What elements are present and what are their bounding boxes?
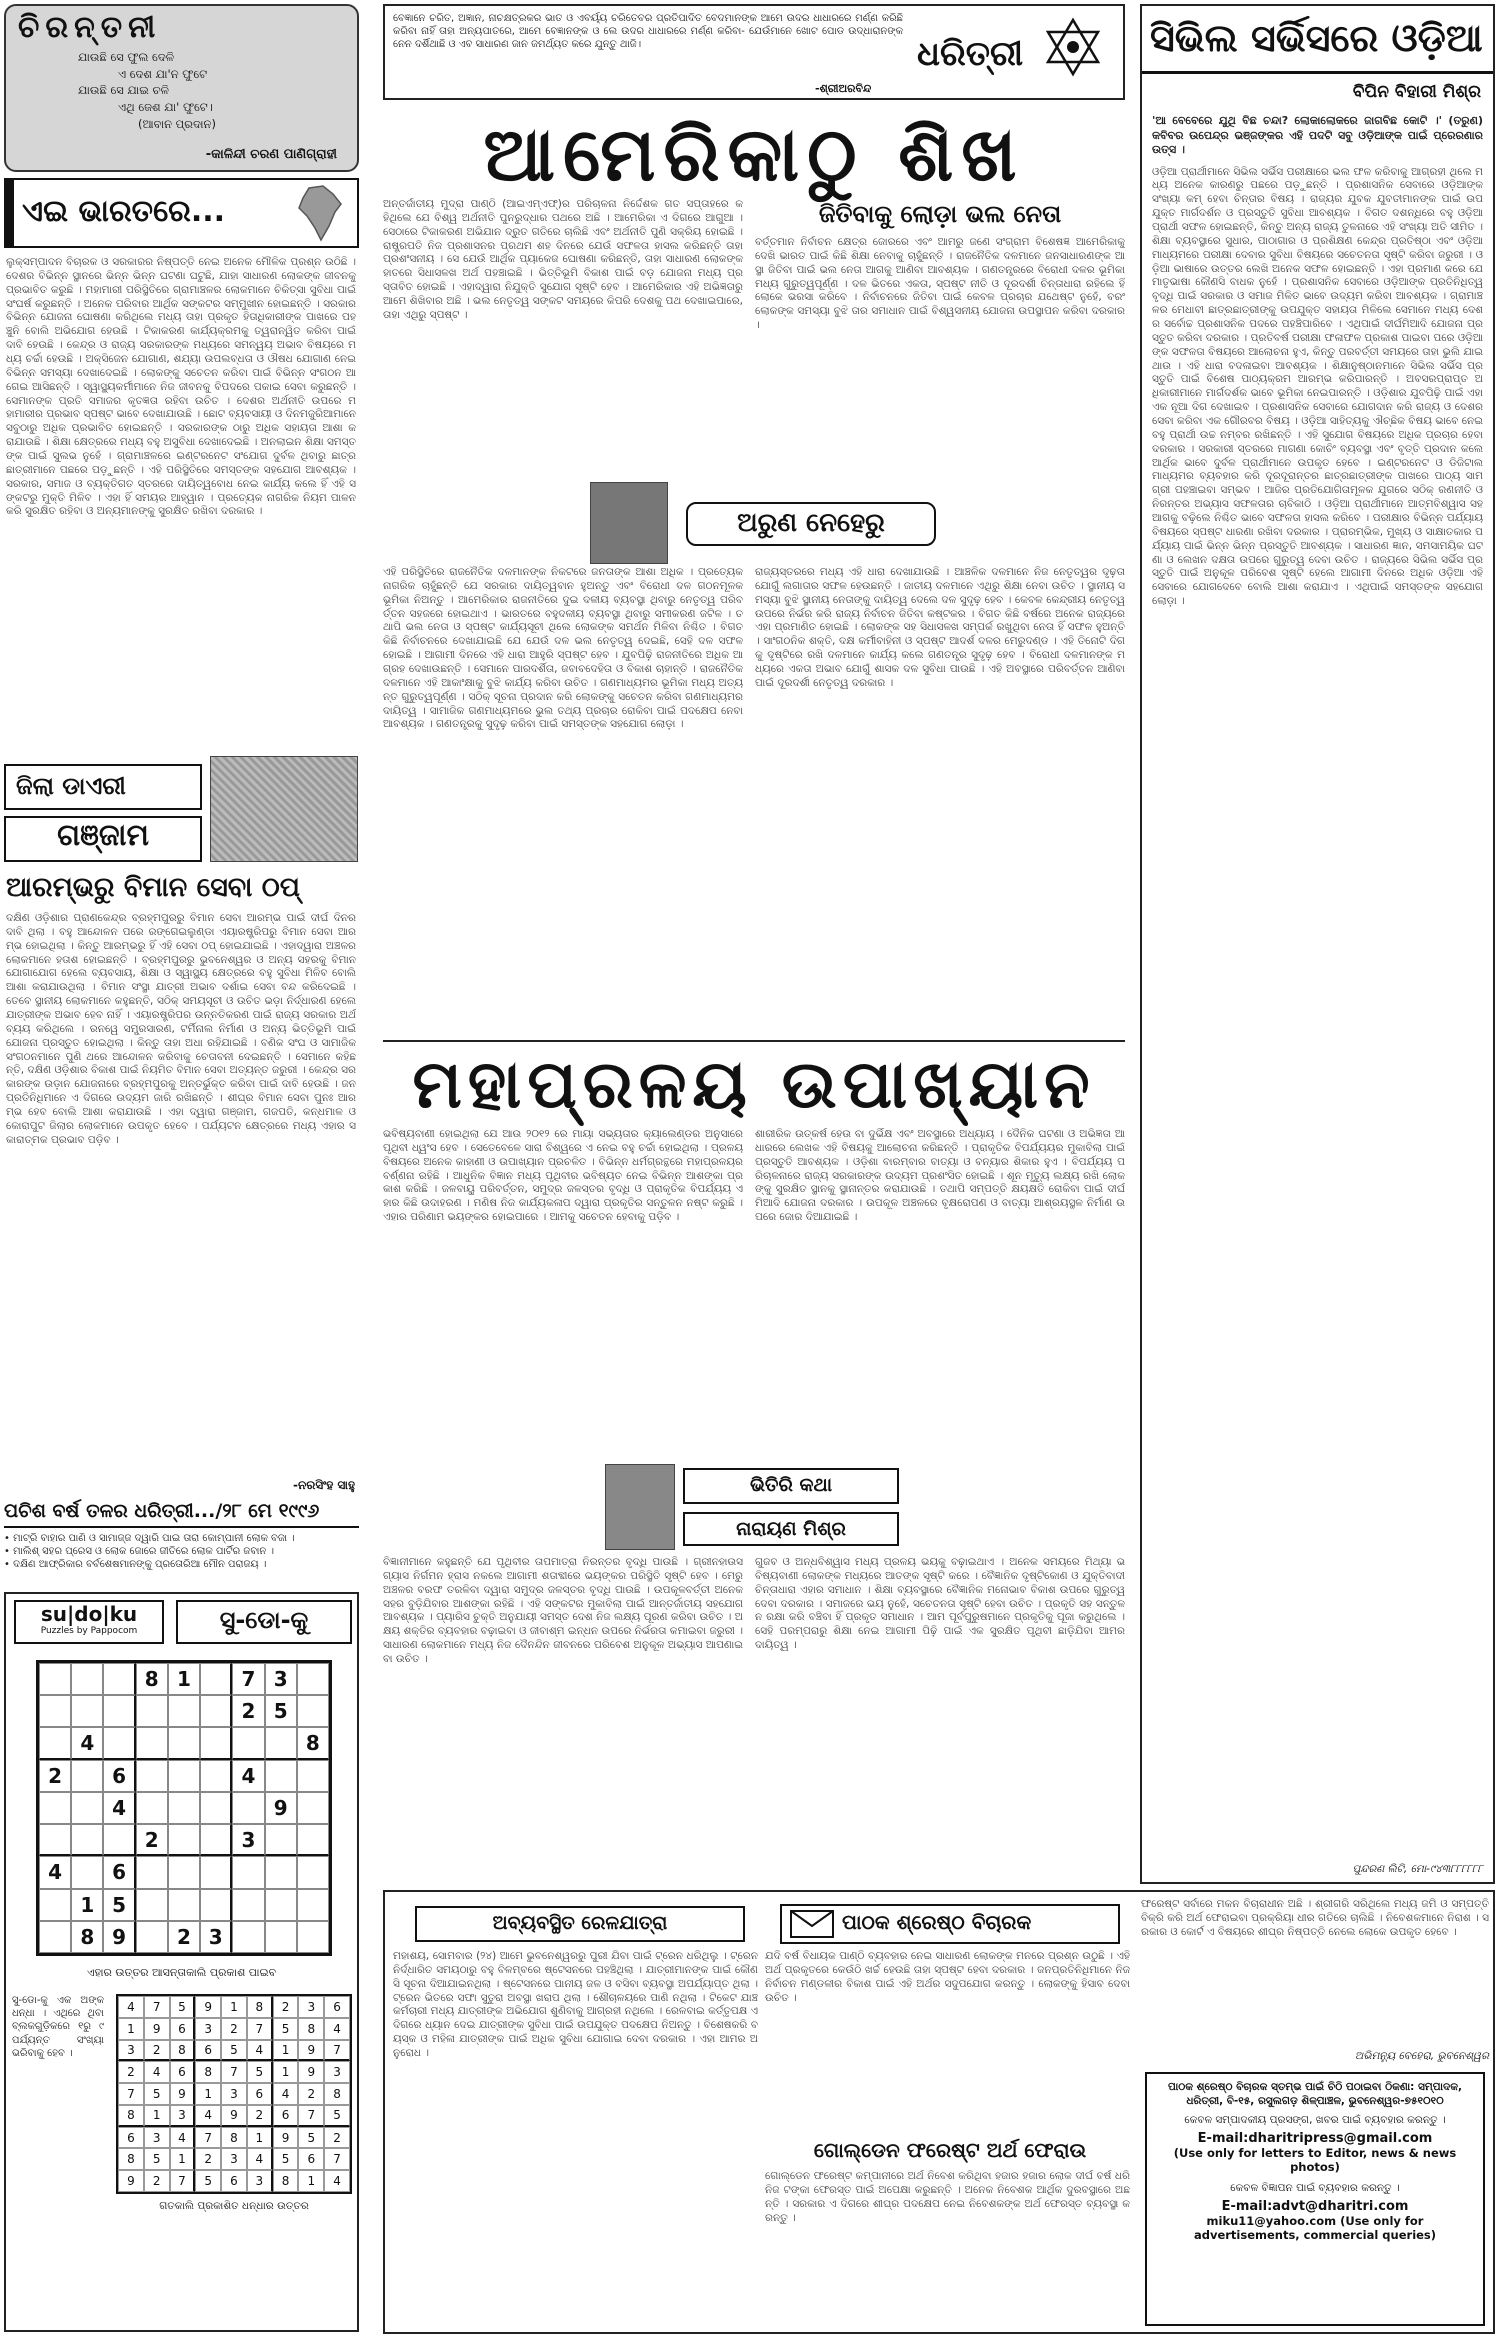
- sudoku-cell: [232, 1792, 264, 1824]
- sudoku-cell: 8: [195, 2061, 221, 2083]
- sudoku-cell: [168, 1727, 200, 1759]
- main-col-2: ବର୍ତ୍ତମାନ ନିର୍ବାଚନ କ୍ଷେତ୍ର ଜୋରରେ ଏବଂ ଆମରୁ ଜଣେ ସଂଗ୍ରାମ ବିଶେଷଜ୍ଞ ଆମେରିକାକୁ ଦେଖି ଭାରତ ପାଇଁ କିଛି ଶିକ୍ଷା ନେବାକୁ ଚାହୁଁଛନ୍ତି । ରାଜନୈତିକ ଦଳମାନେ ଜନସାଧାରଣଙ୍କ ଆସ୍ଥା ଜିତିବା ପାଇଁ ଭଲ ନେତା ଆଗକୁ ଆଣିବା ଆବଶ୍ୟକ । ଗଣତନ୍ତ୍ରରେ ବିରୋଧୀ ଦଳର ଭୂମିକା ମଧ୍ୟ ଗୁରୁତ୍ୱପୂର୍ଣ୍ଣ । ଦଳ ଭିତରେ ଏକତା, ସ୍ପଷ୍ଟ ନୀତି ଓ ଦୂରଦର୍ଶୀ ଚିନ୍ତାଧାରା ରହିଲେ ହିଁ ଲୋକେ ଭରସା କରିବେ । ନିର୍ବାଚନରେ ଜିତିବା ପାଇଁ କେବଳ ପ୍ରଚାର ଯଥେଷ୍ଟ ନୁହେଁ, ବରଂ ଲୋକଙ୍କ ସମସ୍ୟା ବୁଝି ତାର ସମାଧାନ ପାଇଁ ବିଶ୍ୱସନୀୟ ଯୋଜନା ଉପସ୍ଥାପନ କରିବା ଦରକାର ।: [755, 236, 1125, 332]
- sudoku-cell: [136, 1792, 168, 1824]
- byline-main-name: ଅରୁଣ ନେହେରୁ: [686, 502, 936, 546]
- sudoku-cell: 3: [232, 1824, 264, 1856]
- sudoku-cell: 6: [118, 2127, 144, 2149]
- sudoku-cell: 3: [200, 1921, 232, 1953]
- sudoku-cell: [168, 1695, 200, 1727]
- sudoku-cell: 3: [221, 2148, 247, 2170]
- sudoku-cell: 1: [168, 1663, 200, 1695]
- sudoku-cell: 3: [247, 2170, 273, 2192]
- sudoku-cell: [71, 1663, 103, 1695]
- sudoku-cell: 3: [195, 2018, 221, 2040]
- sudoku-cell: 6: [324, 1996, 350, 2018]
- sudoku-cell: 6: [298, 2148, 324, 2170]
- sudoku-cell: 6: [247, 2083, 273, 2105]
- sudoku-cell: [168, 1792, 200, 1824]
- sudoku-cell: 3: [221, 2083, 247, 2105]
- sudoku-solution-grid: [116, 1994, 352, 2194]
- sudoku-cell: 5: [144, 2083, 170, 2105]
- mid-col-2: ଶାରୀରିକ ଉତ୍କର୍ଷ ହେଉ ବା ଦୁର୍ଭିକ୍ଷ ଏବଂ ଅବସ୍ଥାରେ ଅଧ୍ୟାୟ । ଦୈନିକ ଘଟଣା ଓ ଅଭିଜ୍ଞତା ଆଧାରରେ ଲେଖକ ଏହି ବିଷୟକୁ ଆଲୋଚନା କରିଛନ୍ତି । ପ୍ରାକୃତିକ ବିପର୍ଯ୍ୟୟର ମୁକାବିଲା ପାଇଁ ପ୍ରସ୍ତୁତି ଆବଶ୍ୟକ । ଓଡ଼ିଶା ବାରମ୍ବାର ବାତ୍ୟା ଓ ବନ୍ୟାର ଶିକାର ହୁଏ । ବିପର୍ଯ୍ୟୟ ପରିଚାଳନାରେ ରାଜ୍ୟ ସରକାରଙ୍କ ଉଦ୍ୟମ ପ୍ରଶଂସିତ ହୋଇଛି । ଶୂନ ମୃତ୍ୟୁ ଲକ୍ଷ୍ୟ ରଖି ଲୋକଙ୍କୁ ସୁରକ୍ଷିତ ସ୍ଥାନକୁ ସ୍ଥାନାନ୍ତର କରାଯାଉଛି । ତଥାପି ସମ୍ପତ୍ତି କ୍ଷୟକ୍ଷତି ରୋକିବା ପାଇଁ ଦୀର୍ଘମିଆଦି ଯୋଜନା ଦରକାର । ଉପକୂଳ ଅଞ୍ଚଳରେ ବୃକ୍ଷରୋପଣ ଓ ବାତ୍ୟା ଆଶ୍ରୟସ୍ଥଳ ନିର୍ମାଣ ଉପରେ ଜୋର ଦିଆଯାଇଛି ।: [755, 1128, 1125, 1224]
- sudoku-cell: 4: [324, 2170, 350, 2192]
- sudoku-cell: 1: [273, 2061, 299, 2083]
- civil-footer: ପୁନ୍ଦରଣ ଲିଟି, ମୋ-୯୪୩୮୮୮୮୮୮: [1352, 1863, 1483, 1875]
- sudoku-cell: [297, 1824, 329, 1856]
- sudoku-cell: [200, 1663, 232, 1695]
- sudoku-cell: 5: [195, 2170, 221, 2192]
- sudoku-cell: 8: [273, 2170, 299, 2192]
- sudoku-cell: [71, 1792, 103, 1824]
- sudoku-cell: 4: [273, 2083, 299, 2105]
- sudoku-cell: 4: [39, 1856, 71, 1888]
- sudoku-cell: 2: [168, 1921, 200, 1953]
- mid-headline: ମହାପ୍ରଳୟ ଉପାଖ୍ୟାନ: [412, 1046, 1096, 1123]
- sudoku-cell: [297, 1889, 329, 1921]
- main-subhead: ଜିତିବାକୁ ଲୋଡ଼ା ଭଲ ନେତା: [818, 200, 1062, 228]
- sudoku-cell: 2: [144, 2170, 170, 2192]
- sudoku-cell: 7: [232, 1663, 264, 1695]
- main-col-1: ଅନ୍ତର୍ଜାତୀୟ ମୁଦ୍ରା ପାଣ୍ଠି (ଆଇଏମ୍‌ଏଫ୍)ର ପରିଚାଳନା ନିର୍ଦ୍ଦେଶକ ଗତ ସପ୍ତାହରେ କହିଥିଲେ ଯେ ବିଶ୍ୱ ଅର୍ଥନୀତି ପୁନରୁଦ୍ଧାର ପଥରେ ଅଛି । ଆମେରିକା ଏ ଦିଗରେ ଆଗୁଆ । ସେଠାରେ ଟିକାକରଣ ଅଭିଯାନ ଦ୍ରୁତ ଗତିରେ ଚାଲିଛି ଏବଂ ଅର୍ଥନୀତି ପୁଣି ସକ୍ରିୟ ହୋଇଛି । ରାଷ୍ଟ୍ରପତି ନିଜ ପ୍ରଶାସନର ପ୍ରଥମ ଶହ ଦିନରେ ଯେଉଁ ସଫଳତା ହାସଲ କରିଛନ୍ତି ତାହା ପ୍ରଶଂସନୀୟ । ସେ ଯେଉଁ ଆର୍ଥିକ ପ୍ୟାକେଜ ଘୋଷଣା କରିଛନ୍ତି, ତାହା ସାଧାରଣ ଲୋକଙ୍କ ହାତରେ ସିଧାସଳଖ ଅର୍ଥ ପହଞ୍ଚାଇଛି । ଭିତ୍ତିଭୂମି ବିକାଶ ପାଇଁ ବଡ଼ ଯୋଜନା ମଧ୍ୟ ପ୍ରସ୍ତାବିତ ହୋଇଛି । ଏହାଦ୍ୱାରା ନିଯୁକ୍ତି ସୁଯୋଗ ସୃଷ୍ଟି ହେବ । ଆମେରିକାର ଏହି ଅଭିଜ୍ଞତାରୁ ଆମେ ଶିଖିବାର ଅଛି । ଭଲ ନେତୃତ୍ୱ ସଙ୍କଟ ସମୟରେ କିପରି ଦେଶକୁ ପଥ ଦେଖାଇପାରେ, ତାହା ଏଥିରୁ ସ୍ପଷ୍ଟ ।: [383, 198, 743, 321]
- sudoku-cell: 9: [195, 1996, 221, 2018]
- sudoku-cell: 6: [221, 2170, 247, 2192]
- civil-lead: 'ଆ ବେବେରେ ଯୁଥି ବିଛ ଚନ୍ଦା? ଲୋକାଲୋକରେ ଜାଗବିଛ କୋଟି ।' (ତରୁଣ) କବିବର ଉପେନ୍ଦ୍ର ଭଞ୍ଜଙ୍କର ଏହି ପଦଟି ସବୁ ଓଡ଼ିଆଙ୍କ ପାଇଁ ପ୍ରେରଣାର ଉତ୍ସ ।: [1152, 114, 1483, 157]
- sudoku-cell: [200, 1792, 232, 1824]
- sudoku-cell: 4: [103, 1792, 135, 1824]
- sudoku-cell: 6: [103, 1760, 135, 1792]
- sudoku-cell: 2: [247, 2105, 273, 2127]
- sudoku-cell: 5: [324, 2105, 350, 2127]
- sudoku-cell: 1: [71, 1889, 103, 1921]
- sudoku-instructions: ସୁ-ଡୋ-କୁ ଏକ ଅଙ୍କ ଧନ୍ଧା । ଏଥିରେ ଥିବା ବ୍ଲକଗୁଡ଼ିକରେ ୧ରୁ ୯ ପର୍ଯ୍ୟନ୍ତ ସଂଖ୍ୟା ଭରିବାକୁ ହେବ ।: [12, 1995, 104, 2059]
- sudoku-cell: 5: [247, 2061, 273, 2083]
- history-item: • ଦକ୍ଷିଣ ଆଫ୍ରିକାର ବର୍ବଶେଷମାନଙ୍କୁ ପ୍ରତୋରିଆ ମୌନ ପରାଜୟ ।: [4, 1559, 267, 1571]
- district-body: ଦକ୍ଷିଣ ଓଡ଼ିଶାର ପ୍ରାଣକେନ୍ଦ୍ର ବ୍ରହ୍ମପୁରରୁ ବିମାନ ସେବା ଆରମ୍ଭ ପାଇଁ ଦୀର୍ଘ ଦିନର ଦାବି ଥିଲା । ବହୁ ଆନ୍ଦୋଳନ ପରେ ରଙ୍ଗେଇଲୁଣ୍ଡା ଏୟାରଷ୍ଟ୍ରିପରୁ ବିମାନ ସେବା ଆରମ୍ଭ ହୋଇଥିଲା । କିନ୍ତୁ ଆରମ୍ଭରୁ ହିଁ ଏହି ସେବା ଠପ୍ ହୋଇଯାଇଛି । ଏହାଦ୍ୱାରା ଅଞ୍ଚଳର ଲୋକମାନେ ହତାଶ ହୋଇଛନ୍ତି । ବ୍ରହ୍ମପୁରରୁ ଭୁବନେଶ୍ୱର ଓ ଅନ୍ୟ ସହରକୁ ବିମାନ ଯୋଗାଯୋଗ ହେଲେ ବ୍ୟବସାୟ, ଶିକ୍ଷା ଓ ସ୍ୱାସ୍ଥ୍ୟ କ୍ଷେତ୍ରରେ ବହୁ ସୁବିଧା ମିଳିବ ବୋଲି ଆଶା କରାଯାଉଥିଲା । ବିମାନ ସଂସ୍ଥା ଯାତ୍ରୀ ଅଭାବ ଦର୍ଶାଇ ସେବା ବନ୍ଦ କରିଦେଇଛି । ତେବେ ସ୍ଥାନୀୟ ଲୋକମାନେ କହୁଛନ୍ତି, ସଠିକ୍ ସମୟସୂଚୀ ଓ ଉଚିତ ଭଡ଼ା ନିର୍ଦ୍ଧାରଣ ହେଲେ ଯାତ୍ରୀଙ୍କ ଅଭାବ ହେବ ନାହିଁ । ଏୟାରଷ୍ଟ୍ରିପର ଉନ୍ନତିକରଣ ପାଇଁ ରାଜ୍ୟ ସରକାର ଅର୍ଥ ବ୍ୟୟ କରିଥିଲେ । ରନୱେ ସମ୍ପ୍ରସାରଣ, ଟର୍ମିନାଲ ନିର୍ମାଣ ଓ ଅନ୍ୟ ଭିତ୍ତିଭୂମି ପାଇଁ ଯୋଜନା ପ୍ରସ୍ତୁତ ହୋଇଥିଲା । କିନ୍ତୁ ତାହା ଅଧା ରହିଯାଇଛି । ବଣିକ ସଂଘ ଓ ସାମାଜିକ ସଂଗଠନମାନେ ପୁଣି ଥରେ ଆନ୍ଦୋଳନ କରିବାକୁ ଚେତାବନୀ ଦେଇଛନ୍ତି । ସେମାନେ କହିଛନ୍ତି, ଦକ୍ଷିଣ ଓଡ଼ିଶାର ବିକାଶ ପାଇଁ ନିୟମିତ ବିମାନ ସେବା ଅତ୍ୟନ୍ତ ଜରୁରୀ । କେନ୍ଦ୍ର ସରକାରଙ୍କ ଉଡ଼ାନ ଯୋଜନାରେ ବ୍ରହ୍ମପୁରକୁ ଅନ୍ତର୍ଭୁକ୍ତ କରିବା ପାଇଁ ଦାବି ହେଉଛି । ଜନପ୍ରତିନିଧିମାନେ ଏ ଦିଗରେ ଉଦ୍ୟମ ଜାରି ରଖିଛନ୍ତି । ଶୀଘ୍ର ବିମାନ ସେବା ପୁନଃ ଆରମ୍ଭ ହେବ ବୋଲି ଆଶା କରାଯାଉଛି । ଏହା ଦ୍ୱାରା ଗଞ୍ଜାମ, ଗଜପତି, କନ୍ଧମାଳ ଓ କୋରାପୁଟ ଜିଲାର ଲୋକମାନେ ଉପକୃତ ହେବେ । ପର୍ଯ୍ୟଟନ କ୍ଷେତ୍ରରେ ମଧ୍ୟ ଏହାର ସକାରାତ୍ମକ ପ୍ରଭାବ ପଡ଼ିବ ।: [6, 912, 356, 1146]
- contact-box: [1145, 2072, 1485, 2326]
- district-label: ଜିଲା ଡାଏରୀ: [4, 764, 202, 810]
- sudoku-cell: 9: [273, 2127, 299, 2149]
- sudoku-cell: [200, 1889, 232, 1921]
- sudoku-cell: 8: [71, 1921, 103, 1953]
- sudoku-cell: 9: [170, 2083, 196, 2105]
- india-map-icon: [289, 182, 351, 244]
- letters-section: [383, 1890, 1495, 2334]
- sudoku-cell: 7: [247, 2018, 273, 2040]
- rail-letter: ମହାଶୟ, ସୋମବାର (୨୪) ଆମେ ଭୁବନେଶ୍ୱରରୁ ପୁରୀ ଯିବା ପାଇଁ ଟ୍ରେନ ଧରିଥିଲୁ । ଟ୍ରେନ ନିର୍ଦ୍ଧାରିତ ସମୟଠାରୁ ବହୁ ବିଳମ୍ବରେ ଷ୍ଟେସନରେ ପହଞ୍ଚିଥିଲା । ଯାତ୍ରୀମାନଙ୍କ ପାଇଁ କୌଣସି ସୂଚନା ଦିଆଯାଇନଥିଲା । ଷ୍ଟେସନରେ ପାନୀୟ ଜଳ ଓ ବସିବା ବ୍ୟବସ୍ଥା ଅପର୍ଯ୍ୟାପ୍ତ ଥିଲା । ଟ୍ରେନ ଭିତରେ ସଫା ସୁତୁରା ଅବସ୍ଥା ଖରାପ ଥିଲା । ଶୌଚାଳୟରେ ପାଣି ନଥିଲା । ଟିକେଟ ଯାଞ୍ଚ କର୍ମଚାରୀ ମଧ୍ୟ ଯାତ୍ରୀଙ୍କ ଅଭିଯୋଗ ଶୁଣିବାକୁ ଆଗ୍ରହୀ ନଥିଲେ । ରେଳବାଇ କର୍ତ୍ତୃପକ୍ଷ ଏ ଦିଗରେ ଧ୍ୟାନ ଦେଇ ଯାତ୍ରୀଙ୍କ ସୁବିଧା ପାଇଁ ଉପଯୁକ୍ତ ପଦକ୍ଷେପ ନିଅନ୍ତୁ । ବିଶେଷକରି ବୟସ୍କ ଓ ମହିଳା ଯାତ୍ରୀଙ୍କ ପାଇଁ ଅଧିକ ସୁବିଧା ଯୋଗାଇ ଦେବା ଦରକାର । ଏହା ଆମର ଅନୁରୋଧ ।: [393, 1950, 758, 2060]
- civil-body: ଓଡ଼ିଆ ପ୍ରାର୍ଥୀମାନେ ସିଭିଲ ସର୍ଭିସ ପରୀକ୍ଷାରେ ଭଲ ଫଳ କରିବାକୁ ଆଗ୍ରହୀ ଥିଲେ ମଧ୍ୟ ଅନେକ କାରଣରୁ ପଛରେ ପଡ଼ୁଛନ୍ତି । ପ୍ରଶାସନିକ ସେବାରେ ଓଡ଼ିଆଙ୍କ ସଂଖ୍ୟା କମ୍ ହେବା ଚିନ୍ତାର ବିଷୟ । ରାଜ୍ୟର ଯୁବକ ଯୁବତୀମାନଙ୍କ ପାଇଁ ଉପଯୁକ୍ତ ମାର୍ଗଦର୍ଶନ ଓ ପ୍ରସ୍ତୁତି ସୁବିଧା ଆବଶ୍ୟକ । ବିଗତ ଦଶନ୍ଧିରେ ବହୁ ଓଡ଼ିଆ ପ୍ରାର୍ଥୀ ସଫଳ ହୋଇଛନ୍ତି, କିନ୍ତୁ ଅନ୍ୟ ରାଜ୍ୟ ତୁଳନାରେ ଏହି ସଂଖ୍ୟା ଅତି ସୀମିତ । ଶିକ୍ଷା ବ୍ୟବସ୍ଥାରେ ସୁଧାର, ପାଠାଗାର ଓ ପ୍ରଶିକ୍ଷଣ କେନ୍ଦ୍ର ପ୍ରତିଷ୍ଠା ଏବଂ ଓଡ଼ିଆ ମାଧ୍ୟମରେ ପରୀକ୍ଷା ଦେବାର ସୁବିଧା ବିଷୟରେ ସଚେତନତା ସୃଷ୍ଟି କରିବା ଜରୁରୀ । ଓଡ଼ିଆ ଭାଷାରେ ଉତ୍ତର ଲେଖି ଅନେକ ସଫଳ ହୋଇଛନ୍ତି । ଏହା ପ୍ରମାଣ କରେ ଯେ ମାତୃଭାଷା କୌଣସି ବାଧକ ନୁହେଁ । ପ୍ରଶାସନିକ ସେବାରେ ଓଡ଼ିଆଙ୍କ ପ୍ରତିନିଧିତ୍ୱ ବୃଦ୍ଧି ପାଇଁ ସରକାର ଓ ସମାଜ ମିଳିତ ଭାବେ ଉଦ୍ୟମ କରିବା ଆବଶ୍ୟକ । ଗ୍ରାମାଞ୍ଚଳର ମେଧାବୀ ଛାତ୍ରଛାତ୍ରୀଙ୍କୁ ଉପଯୁକ୍ତ ସହାୟତା ମିଳିଲେ ସେମାନେ ମଧ୍ୟ ଦେଶର ସର୍ବୋଚ୍ଚ ପ୍ରଶାସନିକ ପଦରେ ପହଞ୍ଚିପାରିବେ । ଏଥିପାଇଁ ଦୀର୍ଘମିଆଦି ଯୋଜନା ପ୍ରସ୍ତୁତ କରିବା ଦରକାର । ପ୍ରତିବର୍ଷ ପରୀକ୍ଷା ଫଳାଫଳ ପ୍ରକାଶ ପାଇବା ପରେ ଓଡ଼ିଆଙ୍କ ସଫଳତା ବିଷୟରେ ଆଲୋଚନା ହୁଏ, କିନ୍ତୁ ପରବର୍ତ୍ତୀ ସମୟରେ ତାହା ଭୁଲି ଯାଇଥାଉ । ଏହି ଧାରା ବଦଳାଇବା ଆବଶ୍ୟକ । ଶିକ୍ଷାନୁଷ୍ଠାନମାନେ ସିଭିଲ ସର୍ଭିସ ପ୍ରସ୍ତୁତି ପାଇଁ ବିଶେଷ ପାଠ୍ୟକ୍ରମ ଆରମ୍ଭ କରିପାରନ୍ତି । ଅବସରପ୍ରାପ୍ତ ଅଧିକାରୀମାନେ ମାର୍ଗଦର୍ଶକ ଭାବେ ଭୂମିକା ନେଇପାରନ୍ତି । ଓଡ଼ିଶାର ଯୁବପିଢ଼ି ପାଇଁ ଏହା ଏକ ନୂଆ ଦିଗ ଦେଖାଇବ । ପ୍ରଶାସନିକ ସେବାରେ ଯୋଗଦାନ କରି ରାଜ୍ୟ ଓ ଦେଶର ସେବା କରିବା ଏକ ଗୌରବର ବିଷୟ । ଓଡ଼ିଆ ସାହିତ୍ୟକୁ ଐଚ୍ଛିକ ବିଷୟ ଭାବେ ନେଇ ବହୁ ପ୍ରାର୍ଥୀ ଉଚ୍ଚ ନମ୍ବର ରଖିଛନ୍ତି । ଏହି ସୁଯୋଗ ବିଷୟରେ ଅଧିକ ପ୍ରଚାର ହେବା ଦରକାର । ସରକାରୀ ସ୍ତରରେ ମାଗଣା କୋଚିଂ ବ୍ୟବସ୍ଥା ଏବଂ ବୃତ୍ତି ପ୍ରଦାନ କଲେ ଆର୍ଥିକ ଭାବେ ଦୁର୍ବଳ ପ୍ରାର୍ଥୀମାନେ ଉପକୃତ ହେବେ । ଇଣ୍ଟରନେଟ ଓ ଡିଜିଟାଲ ମାଧ୍ୟମର ବ୍ୟବହାର କରି ଦୂରଦୂରାନ୍ତର ଛାତ୍ରଛାତ୍ରୀଙ୍କ ପାଖରେ ପାଠ୍ୟ ସାମଗ୍ରୀ ପହଞ୍ଚାଇବା ସମ୍ଭବ । ଆଜିର ପ୍ରତିଯୋଗିତାମୂଳକ ଯୁଗରେ ସଠିକ୍ ରଣନୀତି ଓ ନିରନ୍ତର ଅଭ୍ୟାସ ସଫଳତାର ଚାବିକାଠି । ଓଡ଼ିଆ ପ୍ରାର୍ଥୀମାନେ ଆତ୍ମବିଶ୍ୱାସ ସହ ଆଗକୁ ବଢ଼ିଲେ ନିଶ୍ଚିତ ଭାବେ ସଫଳତା ହାସଲ କରିବେ । ପରୀକ୍ଷାର ବିଭିନ୍ନ ପର୍ଯ୍ୟାୟ ବିଷୟରେ ସ୍ପଷ୍ଟ ଧାରଣା ରଖିବା ଦରକାର । ପ୍ରାରମ୍ଭିକ, ମୁଖ୍ୟ ଓ ସାକ୍ଷାତକାର ପର୍ଯ୍ୟାୟ ପାଇଁ ଭିନ୍ନ ଭିନ୍ନ ପ୍ରସ୍ତୁତି ଆବଶ୍ୟକ । ସାଧାରଣ ଜ୍ଞାନ, ସମସାମୟିକ ଘଟଣା ଓ ଲେଖନ ଦକ୍ଷତା ଉପରେ ଗୁରୁତ୍ୱ ଦେବା ଉଚିତ । ରାଜ୍ୟରେ ସିଭିଲ ସର୍ଭିସ ପ୍ରସ୍ତୁତି ପାଇଁ ଅନୁକୂଳ ପରିବେଶ ସୃଷ୍ଟି ହେଲେ ଆଗାମୀ ଦିନରେ ଅଧିକ ଓଡ଼ିଆ ଏହି ସେବାରେ ଯୋଗଦେବେ ବୋଲି ଆଶା କରାଯାଏ । ଏଥିପାଇଁ ସମସ୍ତଙ୍କ ସହଯୋଗ ଲୋଡ଼ା ।: [1152, 165, 1483, 608]
- sudoku-cell: 4: [195, 2105, 221, 2127]
- sudoku-cell: [297, 1695, 329, 1727]
- sudoku-cell: 2: [221, 2018, 247, 2040]
- sudoku-cell: [39, 1727, 71, 1759]
- masthead-strip: [383, 4, 1125, 100]
- byline-mid-label: ଭିତିରି କଥା: [683, 1468, 899, 1504]
- email-label: କେବଳ ସମ୍ପାଦକୀୟ ପ୍ରସଙ୍ଗ, ଖବର ପାଇଁ ବ୍ୟବହାର କରନ୍ତୁ ।: [1184, 2114, 1446, 2127]
- quote-line: ଯାଉଛି ସେ ଫୁଲ ଦେଳି: [78, 50, 175, 64]
- sudoku-cell: 2: [144, 2040, 170, 2062]
- sudoku-cell: [39, 1921, 71, 1953]
- sudoku-cell: [136, 1856, 168, 1888]
- ad-email-note[interactable]: miku11@yahoo.com (Use only for advertisements, commercial queries): [1193, 2214, 1437, 2243]
- sudoku-cell: [297, 1856, 329, 1888]
- sudoku-cell: 8: [221, 2127, 247, 2149]
- civil-author: ବିପିନ ବିହାରୀ ମିଶ୍ର: [1352, 82, 1481, 102]
- mid-col-4: ଗୁଜବ ଓ ଅନ୍ଧବିଶ୍ୱାସ ମଧ୍ୟ ପ୍ରଳୟ ଭୟକୁ ବଢ଼ାଇଥାଏ । ଅନେକ ସମୟରେ ମିଥ୍ୟା ଭବିଷ୍ୟବାଣୀ ଲୋକଙ୍କ ମଧ୍ୟରେ ଆତଙ୍କ ସୃଷ୍ଟି କରେ । ବୈଜ୍ଞାନିକ ଦୃଷ୍ଟିକୋଣ ଓ ଯୁକ୍ତିବାଦୀ ଚିନ୍ତାଧାରା ଏହାର ସମାଧାନ । ଶିକ୍ଷା ବ୍ୟବସ୍ଥାରେ ବୈଜ୍ଞାନିକ ମନୋଭାବ ବିକାଶ ଉପରେ ଗୁରୁତ୍ୱ ଦେବା ଦରକାର । ସମାଜରେ ଭୟ ନୁହେଁ, ସଚେତନତା ସୃଷ୍ଟି ହେବା ଉଚିତ । ପ୍ରକୃତି ସହ ସନ୍ତୁଳନ ରକ୍ଷା କରି ବଞ୍ଚିବା ହିଁ ପ୍ରକୃତ ସମାଧାନ । ଆମ ପୂର୍ବପୁରୁଷମାନେ ପ୍ରକୃତିକୁ ପୂଜା କରୁଥିଲେ । ସେହି ପରମ୍ପରାରୁ ଶିକ୍ଷା ନେଇ ଆଗାମୀ ପିଢ଼ି ପାଇଁ ଏକ ସୁରକ୍ଷିତ ପୃଥିବୀ ଛାଡ଼ିଯିବା ଆମର ଦାୟିତ୍ୱ ।: [755, 1556, 1125, 1652]
- sudoku-cell: 3: [118, 2040, 144, 2062]
- author-photo: [590, 482, 668, 564]
- district-diary: [4, 756, 359, 866]
- golden-title: ଗୋଲ୍ଡେନ ଫରେଷ୍ଟ ଅର୍ଥ ଫେରାଉ: [813, 2138, 1087, 2162]
- sudoku-cell: 4: [118, 1996, 144, 2018]
- sudoku-cell: 7: [118, 2083, 144, 2105]
- sudoku-cell: [71, 1760, 103, 1792]
- sudoku-cell: 3: [298, 1996, 324, 2018]
- history-title: ପଚିଶ ବର୍ଷ ତଳର ଧରିତ୍ରୀ.../୨୮ ମେ ୧୯୯୬: [4, 1500, 359, 1528]
- sudoku-cell: 3: [324, 2061, 350, 2083]
- sudoku-cell: [168, 1889, 200, 1921]
- sudoku-cell: 1: [144, 2105, 170, 2127]
- byline-main: [590, 482, 940, 564]
- sudoku-cell: 4: [247, 2148, 273, 2170]
- sudoku-cell: 4: [232, 1760, 264, 1792]
- envelope-icon: [790, 1910, 834, 1938]
- sudoku-cell: 8: [298, 2018, 324, 2040]
- sudoku-cell: [297, 1663, 329, 1695]
- ad-label: କେବଳ ବିଜ୍ଞାପନ ପାଇଁ ବ୍ୟବହାର କରନ୍ତୁ ।: [1230, 2182, 1400, 2195]
- ad-email-link[interactable]: E-mail:advt@dharitri.com: [1221, 2199, 1409, 2215]
- sudoku-cell: 8: [324, 2083, 350, 2105]
- history-box: [4, 1500, 359, 1590]
- sudoku-cell: 8: [136, 1663, 168, 1695]
- sudoku-cell: 9: [298, 2061, 324, 2083]
- sudoku-cell: [265, 1824, 297, 1856]
- sudoku-cell: [265, 1727, 297, 1759]
- signoff: ଅଭିମନ୍ୟୁ ବେହେରା, ଭୁବନେଶ୍ୱର: [1354, 2050, 1489, 2062]
- sudoku-cell: [103, 1824, 135, 1856]
- sudoku-cell: [265, 1856, 297, 1888]
- sudoku-cell: 7: [195, 2127, 221, 2149]
- sudoku-cell: 3: [144, 2127, 170, 2149]
- history-item: • ମାଲିଶ୍ ସହର ପ୍ରେସ ଓ ଲୋକ ଜୋରେ ଜୀତିରେ ଲୋକ ପାର୍ଟିର ଜବାନ ।: [4, 1546, 275, 1558]
- sudoku-cell: 2: [273, 1996, 299, 2018]
- sudoku-cell: 2: [195, 2148, 221, 2170]
- sudoku-cell: 1: [247, 2127, 273, 2149]
- sudoku-cell: 9: [144, 2018, 170, 2040]
- sudoku-cell: 4: [170, 2127, 196, 2149]
- sudoku-cell: 6: [195, 2040, 221, 2062]
- sudoku-cell: 7: [144, 1996, 170, 2018]
- sudoku-cell: 6: [170, 2018, 196, 2040]
- sudoku-cell: 8: [297, 1727, 329, 1759]
- sudoku-cell: [200, 1695, 232, 1727]
- sudoku-cell: 5: [273, 2148, 299, 2170]
- district-name: ଗଞ୍ଜାମ: [4, 816, 202, 862]
- sudoku-cell: [232, 1727, 264, 1759]
- sudoku-cell: [103, 1663, 135, 1695]
- sudoku-cell: 3: [265, 1663, 297, 1695]
- rail-title: ଅବ୍ୟବସ୍ଥିତ ରେଳଯାତ୍ରା: [415, 1906, 745, 1942]
- sudoku-cell: [265, 1889, 297, 1921]
- mid-col-3: ବିଜ୍ଞାନୀମାନେ କହୁଛନ୍ତି ଯେ ପୃଥିବୀର ତାପମାତ୍ରା ନିରନ୍ତର ବୃଦ୍ଧି ପାଉଛି । ଗ୍ରୀନହାଉସ ଗ୍ୟାସ ନିର୍ଗମନ ହ୍ରାସ ନକଲେ ଆଗାମୀ ଶତାବ୍ଦୀରେ ଭୟଙ୍କର ପରିସ୍ଥିତି ସୃଷ୍ଟି ହେବ । ମେରୁ ଅଞ୍ଚଳର ବରଫ ତରଳିବା ଦ୍ୱାରା ସମୁଦ୍ର ଜଳସ୍ତର ବୃଦ୍ଧି ପାଉଛି । ଉପକୂଳବର୍ତ୍ତୀ ଅନେକ ସହର ବୁଡ଼ିଯିବାର ଆଶଙ୍କା ରହିଛି । ଏହି ସଙ୍କଟର ମୁକାବିଲା ପାଇଁ ଆନ୍ତର୍ଜାତୀୟ ସହଯୋଗ ଆବଶ୍ୟକ । ପ୍ୟାରିସ ଚୁକ୍ତି ଅନୁଯାୟୀ ସମସ୍ତ ଦେଶ ନିଜ ଲକ୍ଷ୍ୟ ପୂରଣ କରିବା ଉଚିତ । ଅକ୍ଷୟ ଶକ୍ତିର ବ୍ୟବହାର ବଢ଼ାଇବା ଓ ଜୀବାଶ୍ମ ଇନ୍ଧନ ଉପରେ ନିର୍ଭରତା କମାଇବା ଜରୁରୀ । ସାଧାରଣ ଲୋକମାନେ ମଧ୍ୟ ନିଜ ଦୈନନ୍ଦିନ ଜୀବନରେ ପରିବେଶ ଅନୁକୂଳ ଅଭ୍ୟାସ ଆପଣାଇବା ଉଚିତ ।: [383, 1556, 743, 1666]
- sudoku-cell: [265, 1921, 297, 1953]
- sudoku-title: ସୁ-ଡୋ-କୁ: [176, 1600, 352, 1644]
- sudoku-cell: [136, 1921, 168, 1953]
- sudoku-cell: 2: [232, 1695, 264, 1727]
- sudoku-cell: 8: [118, 2148, 144, 2170]
- sudoku-cell: [297, 1760, 329, 1792]
- sudoku-cell: 5: [273, 2018, 299, 2040]
- quote-box: [4, 4, 359, 172]
- main-headline: ଆମେରିକାଠୁ ଶିଖ: [483, 112, 1025, 198]
- sudoku-cell: 5: [265, 1695, 297, 1727]
- section-head-label: ଏଇ ଭାରତରେ...: [22, 194, 226, 229]
- civil-title: ସିଭିଲ ସର୍ଭିସରେ ଓଡ଼ିଆ: [1142, 6, 1493, 74]
- sudoku-cell: 1: [273, 2040, 299, 2062]
- sudoku-cell: [136, 1760, 168, 1792]
- quote-line: ଏ ଦେଶ ଯା'ନ ଫୁଟେ: [118, 66, 208, 81]
- sudoku-cell: 9: [298, 2040, 324, 2062]
- reader-letter: ଯଦି ବର୍ଷ ବିଧାୟକ ପାଣ୍ଠି ବ୍ୟବହାର ନେଇ ସାଧାରଣ ଲୋକଙ୍କ ମନରେ ପ୍ରଶ୍ନ ଉଠୁଛି । ଏହି ଅର୍ଥ ପ୍ରକୃତରେ କେଉଁଠି ଖର୍ଚ୍ଚ ହେଉଛି ତାହା ସ୍ପଷ୍ଟ ହେବା ଦରକାର । ଜନପ୍ରତିନିଧିମାନେ ନିଜ ନିର୍ବାଚନ ମଣ୍ଡଳୀର ବିକାଶ ପାଇଁ ଏହି ଅର୍ଥର ସଦୁପଯୋଗ କରନ୍ତୁ । ଲୋକଙ୍କୁ ହିସାବ ଦେବା ଉଚିତ ।: [765, 1950, 1130, 2004]
- right-letter: ଫରେଷ୍ଟ ସର୍ବାରେ ମକନ ବିଚାରାଧୀନ ଅଛି । ଶ୍ରୀଗରି ସରିଥିଲେ ମଧ୍ୟ ଜମି ଓ ସମ୍ପତ୍ତି ବିକ୍ରି କରି ଅର୍ଥ ଫେରାଇବା ପ୍ରକ୍ରିୟା ଧୀର ଗତିରେ ଚାଲିଛି । ନିବେଶକମାନେ ନିରାଶ । ସରକାର ଓ କୋର୍ଟ ଏ ବିଷୟରେ ଶୀଘ୍ର ନିଷ୍ପତ୍ତି ନେଲେ ଲୋକେ ଉପକୃତ ହେବେ ।: [1141, 1898, 1489, 1938]
- sudoku-cell: 1: [170, 2148, 196, 2170]
- district-headline: ଆରମ୍ଭରୁ ବିମାନ ସେବା ଠପ୍: [6, 872, 300, 903]
- sudoku-cell: [200, 1760, 232, 1792]
- sudoku-cell: 2: [39, 1760, 71, 1792]
- sudoku-cell: [136, 1889, 168, 1921]
- sudoku-cell: 5: [221, 2040, 247, 2062]
- sudoku-cell: 8: [118, 2105, 144, 2127]
- masthead-intro: ବେଜ୍ଞାନେ ଚରିତ, ଅଜ୍ଞାନ, ନାଚକ୍ଷତ୍ରକର ଭାତ ଓ ଏବର୍ୟ୍ୟ ଚରିତେବର ପ୍ରତିପାଦିତ ବେଦମାନଙ୍କ ଆମେ ଉଦର ଧାଧାରରେ ମର୍ଣ୍ଣ କରିଛି କରିବା ନାହିଁ ତାହା ଅନ୍ୟପାତରେ, ଆମେ ବେଜ୍ଞାନଙ୍କ ଓ ଲେ ଉଦର ଧାଧାରରେ ମର୍ଣ୍ଣ କରିବା- ଯେଉଁମାନେ ଖୋଟ ପୋଡ ଉଦ୍ଧାରାନଙ୍କ ନେନ ଦର୍ଶିଥାଛି ଓ ଏବ ସାଧାରଣ ଜାନ ଜମର୍ଥ୍ୟତ କରେ ଯୁନ୍ତୁ ଥାଜି।: [393, 13, 903, 51]
- sudoku-cell: 2: [136, 1824, 168, 1856]
- sudoku-cell: 4: [324, 2018, 350, 2040]
- district-author: -ନରସିଂହ ସାହୁ: [293, 1478, 355, 1492]
- sudoku-cell: 4: [144, 2061, 170, 2083]
- sudoku-cell: 9: [118, 2170, 144, 2192]
- golden-letter: ଗୋଲ୍ଡେନ ଫରେଷ୍ଟ କମ୍ପାନୀରେ ଅର୍ଥ ନିବେଶ କରିଥିବା ହଜାର ହଜାର ଲୋକ ଦୀର୍ଘ ବର୍ଷ ଧରି ନିଜ ଟଙ୍କା ଫେରସ୍ତ ପାଇଁ ଅପେକ୍ଷା କରୁଛନ୍ତି । ଅନେକ ନିବେଶକ ଆର୍ଥିକ ଦୁରବସ୍ଥାରେ ଅଛନ୍ତି । ସରକାର ଏ ଦିଗରେ ଶୀଘ୍ର ପଦକ୍ଷେପ ନେଇ ନିବେଶକଙ୍କ ଅର୍ଥ ଫେରସ୍ତ ବ୍ୟବସ୍ଥା କରନ୍ତୁ ।: [765, 2170, 1130, 2224]
- sudoku-cell: [232, 1856, 264, 1888]
- sudoku-cell: 2: [118, 2061, 144, 2083]
- sudoku-cell: [200, 1727, 232, 1759]
- sudoku-cell: [297, 1921, 329, 1953]
- sudoku-cell: 6: [273, 2105, 299, 2127]
- sudoku-solution-caption: ଗତକାଲି ପ୍ରକାଶିତ ଧନ୍ଧାର ଉତ୍ତର: [159, 2200, 309, 2212]
- divider: [383, 1040, 1125, 1042]
- email-note: (Use only for letters to Editor, news & news photos): [1173, 2146, 1457, 2175]
- main-col-4: ରାଜ୍ୟସ୍ତରରେ ମଧ୍ୟ ଏହି ଧାରା ଦେଖାଯାଉଛି । ଆଞ୍ଚଳିକ ଦଳମାନେ ନିଜ ନେତୃତ୍ୱର ଦୃଢ଼ତା ଯୋଗୁଁ ଲଗାତାର ସଫଳ ହେଉଛନ୍ତି । ଜାତୀୟ ଦଳମାନେ ଏଥିରୁ ଶିକ୍ଷା ନେବା ଉଚିତ । ସ୍ଥାନୀୟ ସମସ୍ୟା ବୁଝି ସ୍ଥାନୀୟ ନେତାଙ୍କୁ ଦାୟିତ୍ୱ ଦେଲେ ଦଳ ସୁଦୃଢ଼ ହେବ । କେବଳ କେନ୍ଦ୍ରୀୟ ନେତୃତ୍ୱ ଉପରେ ନିର୍ଭର କରି ରାଜ୍ୟ ନିର୍ବାଚନ ଜିତିବା କଷ୍ଟକର । ବିଗତ କିଛି ବର୍ଷରେ ଅନେକ ରାଜ୍ୟରେ ଏହା ପ୍ରମାଣିତ ହୋଇଛି । ଲୋକଙ୍କ ସହ ସିଧାସଳଖ ସମ୍ପର୍କ ରଖୁଥିବା ନେତା ହିଁ ସଫଳ ହୁଅନ୍ତି । ସାଂଗଠନିକ ଶକ୍ତି, ଦକ୍ଷ କର୍ମୀବାହିନୀ ଓ ସ୍ପଷ୍ଟ ଆଦର୍ଶ ଦଳର ମେରୁଦଣ୍ଡ । ଏହି ତିନୋଟି ଦିଗକୁ ଦୃଷ୍ଟିରେ ରଖି ଦଳମାନେ କାର୍ଯ୍ୟ କଲେ ଗଣତନ୍ତ୍ର ସୁଦୃଢ଼ ହେବ । ବିରୋଧୀ ଦଳମାନଙ୍କ ମଧ୍ୟରେ ଏକତା ଅଭାବ ଯୋଗୁଁ ଶାସକ ଦଳ ସୁବିଧା ପାଉଛି । ଏହି ଅବସ୍ଥାରେ ପରିବର୍ତ୍ତନ ଆଣିବା ପାଇଁ ଦୂରଦର୍ଶୀ ନେତୃତ୍ୱ ଦରକାର ।: [755, 566, 1125, 689]
- sudoku-cell: [200, 1856, 232, 1888]
- byline-mid: [605, 1464, 905, 1550]
- sudoku-cell: [168, 1856, 200, 1888]
- sudoku-cell: 7: [170, 2170, 196, 2192]
- sudoku-cell: 7: [221, 2061, 247, 2083]
- sudoku-cell: [39, 1889, 71, 1921]
- sudoku-cell: 9: [265, 1792, 297, 1824]
- byline-mid-author: ନାରାୟଣ ମିଶ୍ର: [683, 1512, 899, 1546]
- sudoku-caption: ଏହାର ଉତ୍ତର ଆସନ୍ତାକାଲି ପ୍ରକାଶ ପାଇବ: [86, 1966, 277, 1979]
- sudoku-brand: su|do|ku Puzzles by Pappocom: [14, 1600, 164, 1644]
- sudoku-cell: [265, 1760, 297, 1792]
- sudoku-cell: [39, 1824, 71, 1856]
- sudoku-cell: [200, 1824, 232, 1856]
- sudoku-cell: 5: [103, 1889, 135, 1921]
- sudoku-cell: 5: [144, 2148, 170, 2170]
- sudoku-cell: 1: [298, 2170, 324, 2192]
- sudoku-cell: 1: [118, 2018, 144, 2040]
- sudoku-cell: 7: [324, 2148, 350, 2170]
- mid-col-1: ଭବିଷ୍ୟବାଣୀ ହୋଇଥିଲା ଯେ ଆଉ ୨୦୧୨ ରେ ମାୟା ସଭ୍ୟତାର କ୍ୟାଲେଣ୍ଡର ଅନୁସାରେ ପୃଥିବୀ ଧ୍ୱଂସ ହେବ । ସେତେବେଳେ ସାରା ବିଶ୍ୱରେ ଏ ନେଇ ବହୁ ଚର୍ଚ୍ଚା ହୋଇଥିଲା । ପ୍ରଳୟ ବିଷୟରେ ଅନେକ କାହାଣୀ ଓ ଉପାଖ୍ୟାନ ପ୍ରଚଳିତ । ବିଭିନ୍ନ ଧର୍ମଗ୍ରନ୍ଥରେ ମହାପ୍ରଳୟର ବର୍ଣ୍ଣନା ରହିଛି । ଆଧୁନିକ ବିଜ୍ଞାନ ମଧ୍ୟ ପୃଥିବୀର ଭବିଷ୍ୟତ ନେଇ ବିଭିନ୍ନ ଆଶଙ୍କା ପ୍ରକାଶ କରିଛି । ଜଳବାୟୁ ପରିବର୍ତ୍ତନ, ସମୁଦ୍ର ଜଳସ୍ତର ବୃଦ୍ଧି ଓ ପ୍ରାକୃତିକ ବିପର୍ଯ୍ୟୟ ଏହାର କିଛି ଉଦାହରଣ । ମଣିଷ ନିଜ କାର୍ଯ୍ୟକଳାପ ଦ୍ୱାରା ପ୍ରକୃତିର ସନ୍ତୁଳନ ନଷ୍ଟ କରୁଛି । ଏହାର ପରିଣାମ ଭୟଙ୍କର ହୋଇପାରେ । ଆମକୁ ସଚେତନ ହେବାକୁ ପଡ଼ିବ ।: [383, 1128, 743, 1224]
- logo: [913, 12, 1113, 94]
- sudoku-cell: 4: [71, 1727, 103, 1759]
- sudoku-cell: 1: [221, 1996, 247, 2018]
- sudoku-cell: 9: [103, 1921, 135, 1953]
- main-col-3: ଏହି ପରିସ୍ଥିତିରେ ରାଜନୈତିକ ଦଳମାନଙ୍କ ନିକଟରେ ଜନତାଙ୍କ ଆଶା ଅଧିକ । ପ୍ରତ୍ୟେକ ନାଗରିକ ଚାହୁଁଛନ୍ତି ଯେ ସରକାର ଦାୟିତ୍ୱବାନ ହୁଅନ୍ତୁ ଏବଂ ବିରୋଧୀ ଦଳ ଗଠନମୂଳକ ଭୂମିକା ନିଅନ୍ତୁ । ଆମେରିକାର ରାଜନୀତିରେ ଦୁଇ ଦଳୀୟ ବ୍ୟବସ୍ଥା ଥିବାରୁ ନେତୃତ୍ୱ ପରିବର୍ତ୍ତନ ସହଜରେ ହୋଇଥାଏ । ଭାରତରେ ବହୁଦଳୀୟ ବ୍ୟବସ୍ଥା ଥିବାରୁ ସମୀକରଣ ଜଟିଳ । ତଥାପି ଭଲ ନେତା ଓ ସ୍ପଷ୍ଟ କାର୍ଯ୍ୟସୂଚୀ ଥିଲେ ଲୋକଙ୍କ ସମର୍ଥନ ମିଳିବା ନିଶ୍ଚିତ । ବିଗତ କିଛି ନିର୍ବାଚନରେ ଦେଖାଯାଇଛି ଯେ ଯେଉଁ ଦଳ ଭଲ ନେତୃତ୍ୱ ଦେଇଛି, ସେହି ଦଳ ସଫଳ ହୋଇଛି । ଆଗାମୀ ଦିନରେ ଏହି ଧାରା ଆହୁରି ସ୍ପଷ୍ଟ ହେବ । ଯୁବପିଢ଼ି ରାଜନୀତିରେ ଅଧିକ ଆଗ୍ରହ ଦେଖାଉଛନ୍ତି । ସେମାନେ ପାରଦର୍ଶିତା, ଜବାବଦେହିତା ଓ ବିକାଶ ଚାହାନ୍ତି । ରାଜନୈତିକ ଦଳମାନେ ଏହି ଆକାଂକ୍ଷାକୁ ବୁଝି କାର୍ଯ୍ୟ କରିବା ଉଚିତ । ଗଣମାଧ୍ୟମର ଭୂମିକା ମଧ୍ୟ ଅତ୍ୟନ୍ତ ଗୁରୁତ୍ୱପୂର୍ଣ୍ଣ । ସଠିକ୍ ସୂଚନା ପ୍ରଦାନ କରି ଲୋକଙ୍କୁ ସଚେତନ କରିବା ଗଣମାଧ୍ୟମର ଦାୟିତ୍ୱ । ସାମାଜିକ ଗଣମାଧ୍ୟମରେ ଭୁଲ ତଥ୍ୟ ପ୍ରଚାର ରୋକିବା ପାଇଁ ପଦକ୍ଷେପ ନେବା ଆବଶ୍ୟକ । ଗଣତନ୍ତ୍ରକୁ ସୁଦୃଢ଼ କରିବା ପାଇଁ ସମସ୍ତଙ୍କ ସହଯୋଗ ଲୋଡ଼ା ।: [383, 566, 743, 731]
- sudoku-cell: 7: [298, 2105, 324, 2127]
- sudoku-cell: [39, 1695, 71, 1727]
- author-photo-2: [605, 1464, 675, 1550]
- section-head: [4, 178, 359, 248]
- quote-author: -କାଳିନ୍ଦୀ ଚରଣ ପାଣିଗ୍ରାହୀ: [205, 147, 337, 162]
- sudoku-cell: [168, 1824, 200, 1856]
- history-item: • ମାଟ୍ରି ବାହାର ପାଣି ଓ ସାମାଜ୍ଜ ଦ୍ୱାରି ପାଇ ତାରା କୋମ୍ପାନୀ ଲୋକ ବଜା ।: [4, 1533, 295, 1544]
- sudoku-cell: 2: [324, 2127, 350, 2149]
- sudoku-cell: 5: [298, 2127, 324, 2149]
- quote-line: ଏଥି ଜେଶ ଯା' ଫୁଟେ।: [118, 100, 213, 115]
- sudoku-cell: 5: [170, 1996, 196, 2018]
- sudoku-cell: 7: [324, 2040, 350, 2062]
- sudoku-cell: 9: [221, 2105, 247, 2127]
- masthead-signature: -ଶ୍ରୀଅରବିନ୍ଦ: [815, 82, 872, 95]
- sudoku-grid: [36, 1660, 332, 1956]
- contact-note: ପାଠକ ଶ୍ରେଷ୍ଠ ବିଚାରକ ସ୍ତମ୍ଭ ପାଇଁ ଚିଠି ପଠାଇବା ଠିକଣା: ସମ୍ପାଦକ, ଧରିତ୍ରୀ, ବି-୧୫, ରସୁଲଗଡ଼ ଶିଳ୍ପାଞ୍ଚଳ, ଭୁବନେଶ୍ୱର-୭୫୧୦୧୦: [1168, 2081, 1462, 2108]
- sudoku-cell: 6: [170, 2061, 196, 2083]
- sudoku-cell: 2: [298, 2083, 324, 2105]
- sudoku-cell: [168, 1760, 200, 1792]
- left-article-body: ଲୁକ୍ସମ୍ପାଦନ ବିଚାରକ ଓ ସରକାରର ନିଷ୍ପତ୍ତି ନେଇ ଅନେକ ମୌଳିକ ପ୍ରଶ୍ନ ଉଠିଛି । ଦେଶର ବିଭିନ୍ନ ସ୍ଥାନରେ ଭିନ୍ନ ଭିନ୍ନ ଘଟଣା ଘଟୁଛି, ଯାହା ସାଧାରଣ ଲୋକଙ୍କ ଜୀବନକୁ ପ୍ରଭାବିତ କରୁଛି । ମହାମାରୀ ପରିସ୍ଥିତିରେ ଗ୍ରାମାଞ୍ଚଳର ଲୋକମାନେ ଚିକିତ୍ସା ସୁବିଧା ପାଇଁ ସଂଘର୍ଷ କରୁଛନ୍ତି । ଅନେକ ପରିବାର ଆର୍ଥିକ ସଙ୍କଟର ସମ୍ମୁଖୀନ ହୋଇଛନ୍ତି । ସରକାର ବିଭିନ୍ନ ଯୋଜନା ଘୋଷଣା କରିଥିଲେ ମଧ୍ୟ ତାହା ପ୍ରକୃତ ହିତାଧିକାରୀଙ୍କ ପାଖରେ ପହଞ୍ଚୁନି ବୋଲି ଅଭିଯୋଗ ହେଉଛି । ଟିକାକରଣ କାର୍ଯ୍ୟକ୍ରମକୁ ତ୍ୱରାନ୍ୱିତ କରିବା ପାଇଁ ଦାବି ହେଉଛି । କେନ୍ଦ୍ର ଓ ରାଜ୍ୟ ସରକାରଙ୍କ ମଧ୍ୟରେ ସମନ୍ୱୟ ଅଭାବ ବିଷୟରେ ମଧ୍ୟ ଚର୍ଚ୍ଚା ହେଉଛି । ଅକ୍ସିଜେନ ଯୋଗାଣ, ଶଯ୍ୟା ଉପଲବ୍ଧତା ଓ ଔଷଧ ଯୋଗାଣ ନେଇ ବିଭିନ୍ନ ସମସ୍ୟା ଦେଖାଦେଇଛି । ଲୋକଙ୍କୁ ସଚେତନ କରିବା ପାଇଁ ବିଭିନ୍ନ ସଂଗଠନ ଆଗେଇ ଆସିଛନ୍ତି । ସ୍ୱାସ୍ଥ୍ୟକର୍ମୀମାନେ ନିଜ ଜୀବନକୁ ବିପଦରେ ପକାଇ ସେବା କରୁଛନ୍ତି । ସେମାନଙ୍କ ପ୍ରତି ସମାଜର କୃତଜ୍ଞତା ରହିବା ଉଚିତ । ଦେଶର ଅର୍ଥନୀତି ଉପରେ ମହାମାରୀର ପ୍ରଭାବ ସ୍ପଷ୍ଟ ଭାବେ ଦେଖାଯାଉଛି । ଛୋଟ ବ୍ୟବସାୟୀ ଓ ଦିନମଜୁରିଆମାନେ ସବୁଠାରୁ ଅଧିକ ପ୍ରଭାବିତ ହୋଇଛନ୍ତି । ସରକାରଙ୍କ ଠାରୁ ଅଧିକ ସହାୟତା ଆଶା କରାଯାଉଛି । ଶିକ୍ଷା କ୍ଷେତ୍ରରେ ମଧ୍ୟ ବହୁ ଅସୁବିଧା ଦେଖାଦେଇଛି । ଅନଲାଇନ ଶିକ୍ଷା ସମସ୍ତଙ୍କ ପାଇଁ ସୁଲଭ ନୁହେଁ । ଗ୍ରାମାଞ୍ଚଳରେ ଇଣ୍ଟରନେଟ ସଂଯୋଗ ଦୁର୍ବଳ ଥିବାରୁ ଛାତ୍ରଛାତ୍ରୀମାନେ ପଛରେ ପଡ଼ୁଛନ୍ତି । ଏହି ପରିସ୍ଥିତିରେ ସମସ୍ତଙ୍କ ସହଯୋଗ ଆବଶ୍ୟକ । ସରକାର, ସମାଜ ଓ ବ୍ୟକ୍ତିଗତ ସ୍ତରରେ ଦାୟିତ୍ୱବୋଧ ନେଇ କାର୍ଯ୍ୟ କଲେ ହିଁ ଏହି ସଙ୍କଟରୁ ମୁକ୍ତି ମିଳିବ । ଏହା ହିଁ ସମୟର ଆହ୍ୱାନ । ପ୍ରତ୍ୟେକ ନାଗରିକ ନିୟମ ପାଳନ କରି ସୁରକ୍ଷିତ ରହିବା ଓ ଅନ୍ୟମାନଙ୍କୁ ସୁରକ୍ଷିତ ରଖିବା ଦରକାର ।: [6, 256, 356, 518]
- quote-title: ଚିରନ୍ତନୀ: [18, 10, 162, 45]
- sudoku-cell: [136, 1727, 168, 1759]
- sudoku-cell: [103, 1695, 135, 1727]
- sudoku-cell: [232, 1921, 264, 1953]
- district-photo: [210, 756, 358, 862]
- sudoku-cell: [232, 1889, 264, 1921]
- sudoku-cell: 8: [170, 2040, 196, 2062]
- sudoku-cell: 4: [247, 2040, 273, 2062]
- sudoku-cell: [136, 1695, 168, 1727]
- sudoku-cell: [39, 1663, 71, 1695]
- sudoku-cell: 6: [103, 1856, 135, 1888]
- sudoku-box: [4, 1592, 359, 2332]
- civil-column: [1140, 4, 1495, 1884]
- sudoku-cell: [71, 1856, 103, 1888]
- sudoku-cell: [71, 1824, 103, 1856]
- email-link[interactable]: E-mail:dharitripress@gmail.com: [1197, 2131, 1433, 2147]
- sudoku-cell: [39, 1792, 71, 1824]
- sudoku-cell: [71, 1695, 103, 1727]
- sudoku-cell: [297, 1792, 329, 1824]
- quote-line: ଯାଉଛି ସେ ଯାଇ ଚଳି: [78, 83, 169, 98]
- quote-line: (ଆବାନ ପ୍ରଦାନ): [138, 116, 216, 131]
- reader-title: ପାଠକ ଶ୍ରେଷ୍ଠ ବିଚାରକ: [780, 1904, 1120, 1944]
- sudoku-cell: [103, 1727, 135, 1759]
- sudoku-cell: 1: [195, 2083, 221, 2105]
- logo-text: ଧରିତ୍ରୀ: [917, 34, 1024, 74]
- sudoku-cell: 3: [170, 2105, 196, 2127]
- sudoku-cell: 8: [247, 1996, 273, 2018]
